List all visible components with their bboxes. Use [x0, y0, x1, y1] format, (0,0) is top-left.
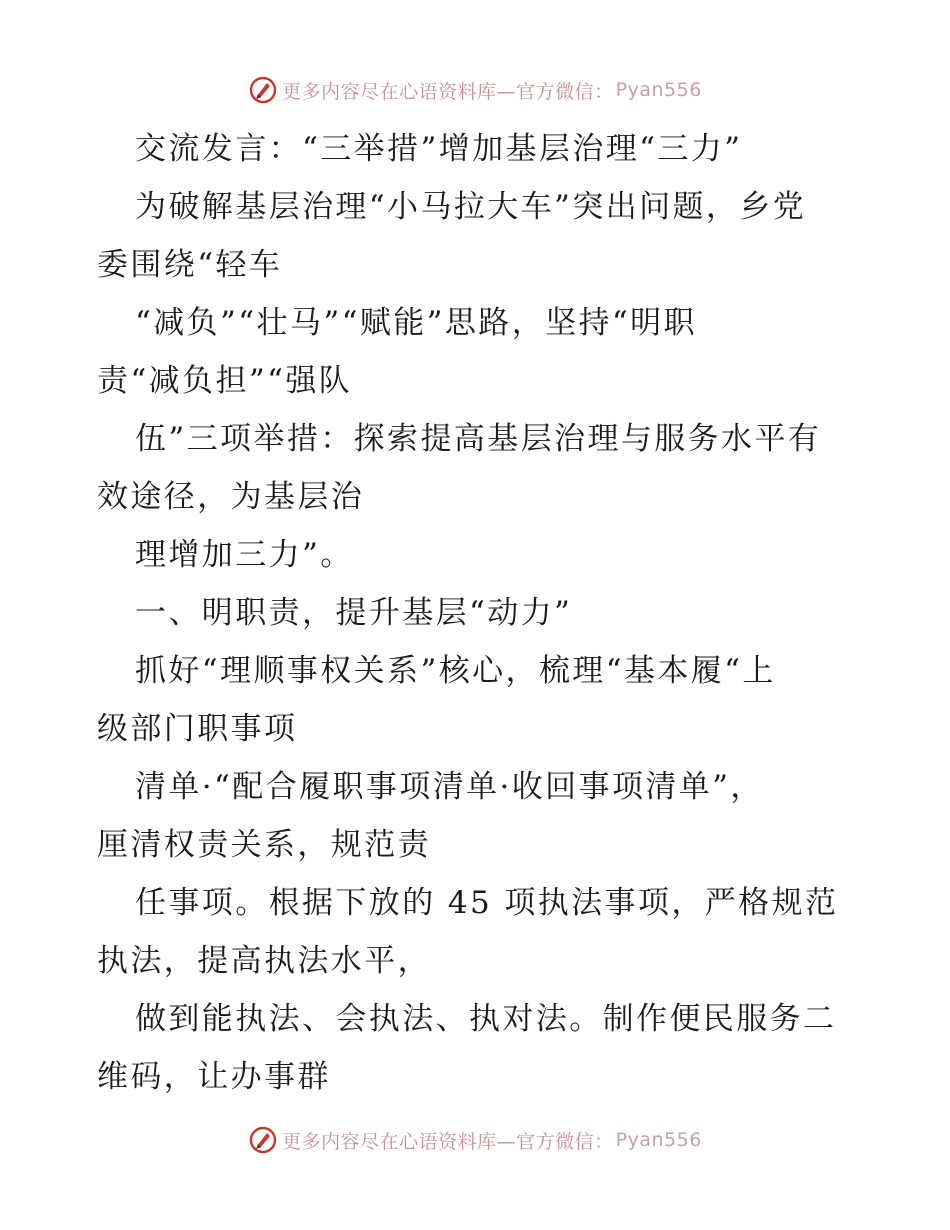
watermark-wechat-id: Pyan556	[615, 1129, 702, 1151]
text-line: 清单·“配合履职事项清单·收回事项清单”，	[135, 769, 764, 805]
text-line: 交流发言：“三举措”增加基层治理“三力”	[135, 131, 743, 167]
header-watermark	[0, 70, 950, 110]
text-line: 责“减负担”“强队	[97, 363, 353, 399]
footer-watermark	[0, 1120, 950, 1160]
text-line: 厘清权责关系，规范责	[97, 827, 431, 863]
text-line: 维码，让办事群	[97, 1059, 331, 1095]
text-line: 委围绕“轻车	[97, 247, 283, 283]
text-line: 理增加三力”。	[135, 537, 354, 573]
text-line: “减负”“壮马”“赋能”思路，坚持“明职	[135, 305, 697, 341]
text-line: 执法，提高执法水平，	[97, 943, 431, 979]
text-line: 任事项。根据下放的 45 项执法事项，严格规范	[135, 885, 839, 921]
watermark-wechat-id: Pyan556	[615, 79, 702, 101]
document-body	[97, 120, 857, 1106]
text-line: 抓好“理顺事权关系”核心，梳理“基本履“上	[135, 653, 776, 689]
text-line: 一、明职责，提升基层“动力”	[135, 595, 573, 631]
text-line: 效途径，为基层治	[97, 479, 365, 515]
pen-badge-icon	[248, 75, 278, 105]
text-line: 为破解基层治理“小马拉大车”突出问题，乡党	[135, 189, 807, 225]
text-line: 伍”三项举措：探索提高基层治理与服务水平有	[135, 421, 822, 457]
watermark-text: 更多内容尽在心语资料库—官方微信：	[282, 80, 614, 103]
text-line: 做到能执法、会执法、执对法。制作便民服务二	[135, 1001, 837, 1037]
watermark-text: 更多内容尽在心语资料库—官方微信：	[282, 1130, 614, 1153]
text-line: 级部门职事项	[97, 711, 298, 747]
pen-badge-icon	[248, 1125, 278, 1155]
